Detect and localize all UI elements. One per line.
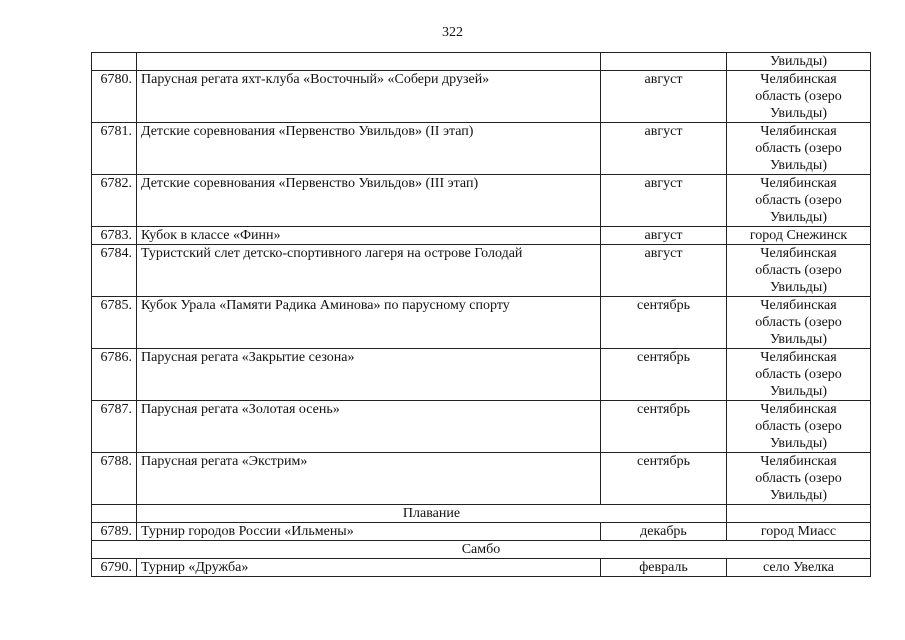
event-name: Турнир «Дружба»: [137, 559, 601, 577]
event-place: [727, 245, 871, 297]
event-date: август: [601, 227, 727, 245]
place-line: область (озеро: [755, 419, 842, 434]
event-place: [727, 453, 871, 505]
table-row: [92, 559, 871, 577]
place-line: область (озеро: [755, 141, 842, 156]
table-row: [92, 175, 871, 227]
place-line: область (озеро: [755, 89, 842, 104]
table-row: [92, 297, 871, 349]
section-row: [92, 541, 871, 559]
section-num-cell: [92, 505, 137, 523]
event-number: 6789.: [92, 523, 137, 541]
place-line: Увильды): [770, 384, 827, 399]
place-line: город Миасс: [760, 524, 837, 539]
table-row: [92, 227, 871, 245]
event-date: сентябрь: [601, 401, 727, 453]
event-name: Парусная регата яхт-клуба «Восточный» «Собери друзей»: [137, 71, 601, 123]
place-line: Увильды): [770, 158, 827, 173]
event-date: сентябрь: [601, 297, 727, 349]
place-line: Челябинская: [760, 454, 837, 469]
event-date: декабрь: [601, 523, 727, 541]
event-number: 6781.: [92, 123, 137, 175]
event-name: Туристский слет детско-спортивного лагеря на острове Голодай: [137, 245, 601, 297]
event-number: 6788.: [92, 453, 137, 505]
section-title-swimming: Плавание: [137, 505, 727, 523]
event-number: 6783.: [92, 227, 137, 245]
event-number: 6784.: [92, 245, 137, 297]
event-name: Парусная регата «Закрытие сезона»: [137, 349, 601, 401]
section-title-sambo: Самбо: [92, 541, 871, 559]
event-date: сентябрь: [601, 349, 727, 401]
event-date: сентябрь: [601, 453, 727, 505]
place-line: Челябинская: [760, 298, 837, 313]
table-row: [92, 71, 871, 123]
place-line: село Увелка: [763, 560, 834, 575]
section-swimming: [92, 505, 871, 523]
event-name: Парусная регата «Экстрим»: [137, 453, 601, 505]
event-place: [727, 227, 871, 245]
event-name: Кубок Урала «Памяти Радика Аминова» по парусному спорту: [137, 297, 601, 349]
place-line: область (озеро: [755, 315, 842, 330]
place-line: Челябинская: [760, 124, 837, 139]
event-name: Турнир городов России «Ильмены»: [137, 523, 601, 541]
table-row: [92, 401, 871, 453]
place-line: Челябинская: [760, 350, 837, 365]
event-place: [727, 53, 871, 71]
place-line: Увильды): [770, 280, 827, 295]
table-row: [92, 123, 871, 175]
table-body-swimming: [92, 523, 871, 541]
event-place: [727, 123, 871, 175]
event-date: август: [601, 245, 727, 297]
place-line: Увильды): [770, 106, 827, 121]
place-line: область (озеро: [755, 263, 842, 278]
events-table: [91, 52, 871, 577]
place-line: Увильды): [770, 210, 827, 225]
place-line: Увильды): [770, 436, 827, 451]
table-row: [92, 349, 871, 401]
event-name: [137, 53, 601, 71]
event-date: февраль: [601, 559, 727, 577]
place-line: город Снежинск: [749, 228, 848, 243]
event-name: Детские соревнования «Первенство Увильдов» (III этап): [137, 175, 601, 227]
event-place: [727, 523, 871, 541]
event-place: [727, 401, 871, 453]
section-place-cell: [727, 505, 871, 523]
table-body-sambo: [92, 559, 871, 577]
place-line: Челябинская: [760, 402, 837, 417]
event-number: 6786.: [92, 349, 137, 401]
event-name: Парусная регата «Золотая осень»: [137, 401, 601, 453]
event-name: Кубок в классе «Финн»: [137, 227, 601, 245]
event-number: [92, 53, 137, 71]
event-number: 6782.: [92, 175, 137, 227]
section-sambo: [92, 541, 871, 559]
event-number: 6790.: [92, 559, 137, 577]
page-number: 322: [442, 25, 463, 40]
event-date: [601, 53, 727, 71]
event-date: август: [601, 71, 727, 123]
table-row: [92, 245, 871, 297]
table-row: [92, 523, 871, 541]
section-row: [92, 505, 871, 523]
event-number: 6787.: [92, 401, 137, 453]
place-line: Челябинская: [760, 176, 837, 191]
event-number: 6780.: [92, 71, 137, 123]
event-date: август: [601, 175, 727, 227]
place-line: Увильды): [770, 488, 827, 503]
event-name: Детские соревнования «Первенство Увильдов» (II этап): [137, 123, 601, 175]
table-body-upper: [92, 53, 871, 505]
place-line: область (озеро: [755, 367, 842, 382]
place-line: Увильды): [770, 332, 827, 347]
event-place: [727, 175, 871, 227]
place-line: область (озеро: [755, 471, 842, 486]
event-place: [727, 71, 871, 123]
event-number: 6785.: [92, 297, 137, 349]
event-date: август: [601, 123, 727, 175]
place-line: Челябинская: [760, 246, 837, 261]
event-place: [727, 297, 871, 349]
table-row: [92, 53, 871, 71]
event-place: [727, 559, 871, 577]
event-place: [727, 349, 871, 401]
place-line: область (озеро: [755, 193, 842, 208]
place-line: Челябинская: [760, 72, 837, 87]
table-row: [92, 453, 871, 505]
place-line: Увильды): [770, 54, 827, 69]
